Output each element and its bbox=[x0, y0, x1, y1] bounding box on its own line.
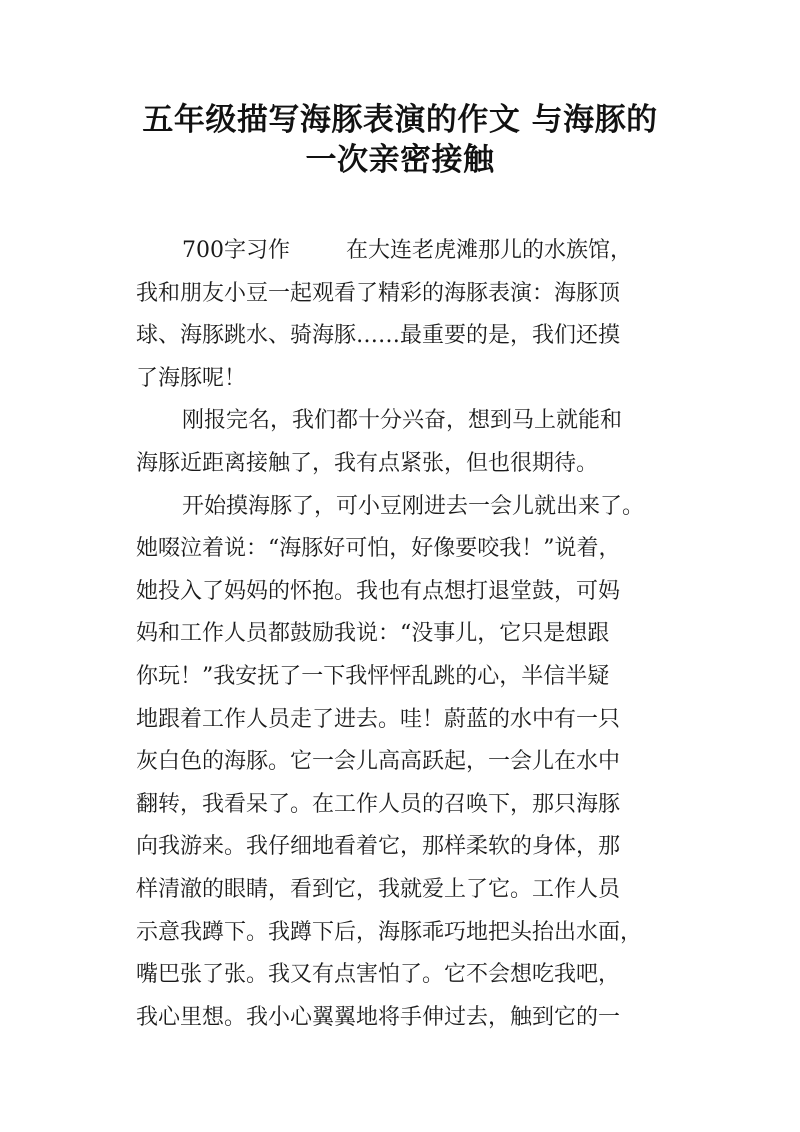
text-line: 了海豚呢！ bbox=[136, 365, 247, 391]
text-line: 嘴巴张了张。我又有点害怕了。它不会想吃我吧， bbox=[136, 962, 621, 988]
text-line: 她啜泣着说：“海豚好可怕，好像要咬我！”说着， bbox=[136, 536, 621, 562]
text-line: 地跟着工作人员走了进去。哇！蔚蓝的水中有一只 bbox=[136, 706, 621, 732]
essay-category: 700字习作 bbox=[182, 238, 290, 263]
text-line: 灰白色的海豚。它一会儿高高跃起，一会儿在水中 bbox=[136, 749, 621, 775]
text-line: 刚报完名，我们都十分兴奋，想到马上就能和 bbox=[182, 408, 623, 434]
text-line: 示意我蹲下。我蹲下后，海豚乖巧地把头抬出水面， bbox=[136, 919, 643, 945]
document-title-line-2: 一次亲密接触 bbox=[305, 142, 495, 178]
text-line bbox=[136, 230, 681, 273]
text-line: 开始摸海豚了，可小豆刚进去一会儿就出来了。 bbox=[182, 493, 645, 519]
text-line: 球、海豚跳水、骑海豚……最重要的是，我们还摸 bbox=[136, 323, 621, 349]
text-line: 翻转，我看呆了。在工作人员的召唤下，那只海豚 bbox=[136, 791, 621, 817]
text-line: 向我游来。我仔细地看着它，那样柔软的身体，那 bbox=[136, 834, 621, 860]
text-line: 样清澈的眼睛，看到它，我就爱上了它。工作人员 bbox=[136, 876, 621, 902]
article-body bbox=[136, 230, 681, 1039]
text-line: 你玩！”我安抚了一下我怦怦乱跳的心，半信半疑 bbox=[136, 663, 610, 689]
text-line: 她投入了妈妈的怀抱。我也有点想打退堂鼓，可妈 bbox=[136, 578, 621, 604]
document-title-line-1: 五年级描写海豚表演的作文 与海豚的 bbox=[142, 102, 658, 138]
text-line: 我和朋友小豆一起观看了精彩的海豚表演：海豚顶 bbox=[136, 280, 621, 306]
line-text: 在大连老虎滩那儿的水族馆， bbox=[346, 238, 633, 263]
text-line: 海豚近距离接触了，我有点紧张，但也很期待。 bbox=[136, 450, 599, 476]
text-line: 妈和工作人员都鼓励我说：“没事儿，它只是想跟 bbox=[136, 621, 610, 647]
text-line: 我心里想。我小心翼翼地将手伸过去，触到它的一 bbox=[136, 1004, 621, 1030]
